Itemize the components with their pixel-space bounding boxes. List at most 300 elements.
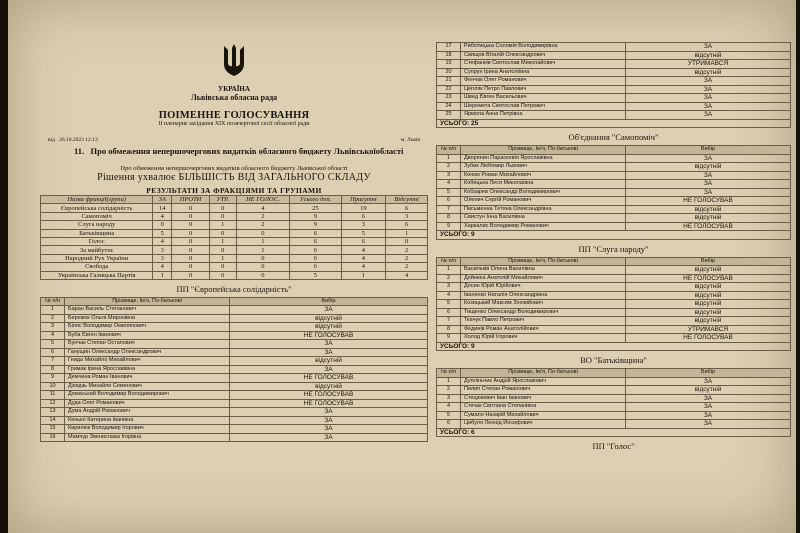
member-number: 2 bbox=[437, 163, 461, 172]
member-vote: УТРИМАВСЯ bbox=[626, 325, 791, 334]
faction-name: Самопоміч bbox=[41, 212, 153, 220]
results-cell: 0 bbox=[236, 254, 290, 262]
member-vote: НЕ ГОЛОСУВАВ bbox=[626, 334, 791, 343]
results-title: РЕЗУЛЬТАТИ ЗА ФРАКЦІЯМИ ТА ГРУПАМИ bbox=[146, 186, 322, 195]
results-cell: 1 bbox=[341, 271, 386, 279]
table-row bbox=[437, 180, 791, 189]
member-vote: ЗА bbox=[230, 340, 428, 349]
vote-col-header: Вибір bbox=[626, 257, 791, 266]
table-row bbox=[437, 317, 791, 326]
results-row bbox=[41, 229, 428, 237]
results-col-header: НЕ ГОЛОС. bbox=[236, 196, 290, 204]
member-name: Буба Євген Іванович bbox=[65, 331, 230, 340]
item-title: Про обмеження непершочергових видатків обласного бюджету Львівськоїобласті bbox=[90, 146, 404, 156]
member-number: 6 bbox=[437, 197, 461, 206]
results-cell: 1 bbox=[210, 254, 236, 262]
results-cell: 6 bbox=[290, 229, 341, 237]
member-name: Кобецька Леся Миколаївна bbox=[461, 180, 626, 189]
results-cell: 3 bbox=[386, 212, 428, 220]
member-name: Дуда Олег Романович bbox=[65, 399, 230, 408]
total-row bbox=[437, 428, 791, 437]
table-row bbox=[41, 340, 428, 349]
member-name: Дворянин Парaскевія Ярославівна bbox=[461, 154, 626, 163]
table-row bbox=[437, 85, 791, 94]
member-vote: відсутній bbox=[626, 68, 791, 77]
table-row bbox=[437, 394, 791, 403]
member-name: Шереметa Святослав Петрович bbox=[461, 102, 626, 111]
results-cell: 0 bbox=[172, 229, 210, 237]
results-cell: 2 bbox=[236, 212, 290, 220]
member-vote: НЕ ГОЛОСУВАВ bbox=[230, 374, 428, 383]
member-name: Домаський Володимир Володимирович bbox=[65, 391, 230, 400]
faction-total: УСЬОГО: 6 bbox=[437, 428, 791, 437]
member-name: Стецюкевич Іван Іванович bbox=[461, 394, 626, 403]
member-name: Ганущин Олександр Олександрович bbox=[65, 348, 230, 357]
vote-col-header: Вибір bbox=[626, 146, 791, 155]
results-cell: 14 bbox=[153, 204, 172, 212]
faction-name: Голос bbox=[41, 237, 153, 245]
member-number: 21 bbox=[437, 77, 461, 86]
member-vote: відсутній bbox=[626, 266, 791, 275]
member-number: 9 bbox=[41, 374, 65, 383]
right-column bbox=[436, 42, 791, 454]
member-name: Олеnич Сергій Романович bbox=[461, 197, 626, 206]
results-cell: 4 bbox=[341, 263, 386, 271]
member-number: 24 bbox=[437, 102, 461, 111]
member-number: 6 bbox=[41, 348, 65, 357]
member-number: 1 bbox=[437, 154, 461, 163]
member-name: Цибуля Леонід Йосифович bbox=[461, 420, 626, 429]
member-vote: ЗА bbox=[626, 180, 791, 189]
results-col-header: Відсутні bbox=[386, 196, 428, 204]
member-name: Мамчур Звенислава Ігорівна bbox=[65, 433, 230, 442]
member-number: 5 bbox=[437, 411, 461, 420]
results-row bbox=[41, 246, 428, 254]
table-row bbox=[437, 214, 791, 223]
results-cell: 5 bbox=[153, 229, 172, 237]
faction-title: ПП "Європейська солідарність" bbox=[176, 283, 292, 294]
total-row bbox=[437, 342, 791, 351]
member-number: 3 bbox=[437, 394, 461, 403]
results-cell: 1 bbox=[236, 237, 290, 245]
total-row bbox=[437, 119, 791, 128]
results-cell: 19 bbox=[341, 204, 386, 212]
member-vote: відсутній bbox=[230, 323, 428, 332]
member-name: Ярмола Анна Петрівна bbox=[461, 111, 626, 120]
member-number: 9 bbox=[437, 334, 461, 343]
member-name: Козицький Максим Зіновійович bbox=[461, 300, 626, 309]
results-row bbox=[41, 254, 428, 262]
table-row bbox=[437, 308, 791, 317]
member-number: 16 bbox=[41, 433, 65, 442]
member-number: 8 bbox=[41, 365, 65, 374]
member-vote: відсутній bbox=[626, 300, 791, 309]
results-col-header: ПРОТИ bbox=[172, 196, 210, 204]
faction-vote-table bbox=[436, 42, 791, 128]
member-name: Васильків Олена Василівна bbox=[461, 266, 626, 275]
item-number: 11. bbox=[74, 146, 85, 156]
decision-rule: Рішення ухвалює БІЛЬШІСТЬ ВІД ЗАГАЛЬНОГО СКЛАДУ bbox=[97, 172, 371, 183]
member-number: 7 bbox=[437, 317, 461, 326]
member-name: Риботицька Соломія Володимирівна bbox=[461, 43, 626, 52]
member-number: 4 bbox=[41, 331, 65, 340]
results-col-header: Назва фракції(групи) bbox=[41, 196, 153, 204]
member-number: 4 bbox=[437, 291, 461, 300]
faction-title: Об'єднання "Самопоміч" bbox=[568, 132, 659, 142]
member-name: Гнида Михайло Михайлович bbox=[65, 357, 230, 366]
total-row bbox=[437, 231, 791, 240]
member-name: Фединів Роман Анатолійович bbox=[461, 325, 626, 334]
member-number: 3 bbox=[437, 171, 461, 180]
member-number: 5 bbox=[41, 340, 65, 349]
results-cell: 6 bbox=[290, 237, 341, 245]
member-number: 14 bbox=[41, 416, 65, 425]
vote-col-header: Прізвище, Ім'я, По-батькові bbox=[461, 257, 626, 266]
member-vote: ЗА bbox=[626, 85, 791, 94]
date-line bbox=[40, 137, 428, 143]
table-row bbox=[437, 420, 791, 429]
results-cell: 9 bbox=[290, 221, 341, 229]
table-row bbox=[41, 323, 428, 332]
results-col-header: Присутні bbox=[341, 196, 386, 204]
results-cell: 0 bbox=[172, 221, 210, 229]
member-vote: відсутній bbox=[626, 214, 791, 223]
item-description: Про обмеження непершочергових видатків обласного бюджету Львівської області bbox=[120, 165, 348, 172]
trident-emblem-icon bbox=[219, 42, 249, 80]
member-name: Супрун Ірина Анатоліївна bbox=[461, 68, 626, 77]
table-row bbox=[437, 102, 791, 111]
member-number: 15 bbox=[41, 425, 65, 434]
table-row bbox=[437, 197, 791, 206]
results-cell: 0 bbox=[172, 263, 210, 271]
table-row bbox=[437, 205, 791, 214]
member-vote: ЗА bbox=[230, 365, 428, 374]
table-row bbox=[41, 331, 428, 340]
faction-total: УСЬОГО: 9 bbox=[437, 231, 791, 240]
vote-col-header: Вибір bbox=[230, 297, 428, 306]
table-row bbox=[437, 111, 791, 120]
faction-total: УСЬОГО: 9 bbox=[437, 342, 791, 351]
member-vote: відсутній bbox=[626, 205, 791, 214]
member-vote: ЗА bbox=[626, 154, 791, 163]
table-row bbox=[41, 425, 428, 434]
member-name: Пилип Степан Романович bbox=[461, 386, 626, 395]
faction-name: Народний Рух України bbox=[41, 254, 153, 262]
member-number: 12 bbox=[41, 399, 65, 408]
member-vote: НЕ ГОЛОСУВАВ bbox=[230, 391, 428, 400]
city-label: м. Львів bbox=[400, 137, 420, 143]
table-row bbox=[437, 300, 791, 309]
member-number: 1 bbox=[437, 377, 461, 386]
date-prefix: від bbox=[48, 137, 55, 143]
results-cell: 0 bbox=[386, 237, 428, 245]
results-cell: 0 bbox=[172, 204, 210, 212]
member-number: 5 bbox=[437, 188, 461, 197]
table-row bbox=[437, 274, 791, 283]
faction-title: ВО "Батьківщина" bbox=[580, 355, 647, 365]
member-vote: ЗА bbox=[626, 377, 791, 386]
faction-vote-table bbox=[436, 257, 791, 352]
member-vote: НЕ ГОЛОСУВАВ bbox=[230, 399, 428, 408]
vote-col-header: № п/п bbox=[437, 369, 461, 378]
results-cell: 0 bbox=[210, 263, 236, 271]
member-name: Кобзарев Олександр Володимирович bbox=[461, 188, 626, 197]
member-vote: ЗА bbox=[626, 420, 791, 429]
results-cell: 2 bbox=[236, 221, 290, 229]
table-row bbox=[41, 357, 428, 366]
member-vote: ЗА bbox=[230, 306, 428, 315]
faction-name: Батьківщина bbox=[41, 229, 153, 237]
council-name: Львівська обласна рада bbox=[190, 93, 278, 102]
member-name: Досин Юрій Юрійович bbox=[461, 283, 626, 292]
table-row bbox=[437, 325, 791, 334]
table-row bbox=[437, 222, 791, 231]
member-vote: відсутній bbox=[626, 283, 791, 292]
table-row bbox=[437, 377, 791, 386]
table-row bbox=[41, 374, 428, 383]
member-vote: відсутній bbox=[626, 51, 791, 60]
member-vote: ЗА bbox=[230, 348, 428, 357]
results-cell: 6 bbox=[290, 263, 341, 271]
faction-name: Свобода bbox=[41, 263, 153, 271]
table-row bbox=[41, 314, 428, 323]
member-vote: ЗА bbox=[626, 111, 791, 120]
member-number: 10 bbox=[41, 382, 65, 391]
faction-name: Європейська солідарність bbox=[41, 204, 153, 212]
results-cell: 4 bbox=[341, 246, 386, 254]
table-row bbox=[437, 77, 791, 86]
vote-col-header: Прізвище, Ім'я, По-батькові bbox=[461, 369, 626, 378]
vote-header-row bbox=[437, 146, 791, 155]
member-number: 19 bbox=[437, 60, 461, 69]
member-number: 4 bbox=[437, 180, 461, 189]
results-cell: 0 bbox=[153, 221, 172, 229]
faction-vote-table bbox=[436, 368, 791, 437]
table-row bbox=[437, 386, 791, 395]
member-vote: ЗА bbox=[626, 171, 791, 180]
member-name: Швед Євген Васильович bbox=[461, 94, 626, 103]
member-number: 9 bbox=[437, 222, 461, 231]
member-name: Дейнека Анатолій Михайлович bbox=[461, 274, 626, 283]
results-cell: 4 bbox=[153, 237, 172, 245]
results-cell: 3 bbox=[153, 254, 172, 262]
results-cell: 1 bbox=[210, 237, 236, 245]
member-name: Письменна Тетяна Олександрівна bbox=[461, 205, 626, 214]
table-row bbox=[437, 291, 791, 300]
member-vote: ЗА bbox=[626, 43, 791, 52]
member-vote: відсутній bbox=[626, 163, 791, 172]
table-row bbox=[41, 365, 428, 374]
member-number: 22 bbox=[437, 85, 461, 94]
table-row bbox=[437, 68, 791, 77]
vote-date: 26.10.2023 12:13 bbox=[59, 137, 98, 143]
member-number: 6 bbox=[437, 420, 461, 429]
table-row bbox=[437, 403, 791, 412]
member-vote: відсутній bbox=[626, 386, 791, 395]
results-cell: 0 bbox=[172, 271, 210, 279]
document-title: ПОІМЕННЕ ГОЛОСУВАННЯ bbox=[158, 110, 310, 121]
table-row bbox=[437, 154, 791, 163]
faction-title: ПП "Слуга народу" bbox=[578, 243, 649, 254]
member-number: 13 bbox=[41, 408, 65, 417]
results-cell: 6 bbox=[386, 221, 428, 229]
results-cell: 25 bbox=[290, 204, 341, 212]
vote-col-header: № п/п bbox=[437, 257, 461, 266]
results-cell: 0 bbox=[172, 246, 210, 254]
vote-header-row bbox=[41, 297, 428, 306]
results-row bbox=[41, 212, 428, 220]
vote-header-row bbox=[437, 369, 791, 378]
results-cell: 4 bbox=[341, 254, 386, 262]
member-vote: відсутній bbox=[626, 291, 791, 300]
results-cell: 4 bbox=[386, 271, 428, 279]
member-name: Бунчак Степан Остапович bbox=[65, 340, 230, 349]
table-row bbox=[437, 283, 791, 292]
member-number: 8 bbox=[437, 325, 461, 334]
left-column bbox=[40, 42, 428, 442]
results-cell: 4 bbox=[153, 263, 172, 271]
member-name: Свистун Інна Василівна bbox=[461, 214, 626, 223]
faction-name: Слуга народу bbox=[41, 221, 153, 229]
member-name: Березюк Ольга Миронівна bbox=[65, 314, 230, 323]
table-row bbox=[437, 334, 791, 343]
member-name: Кирилюк Володимир Ігорович bbox=[65, 425, 230, 434]
member-vote: ЗА bbox=[626, 188, 791, 197]
member-number: 5 bbox=[437, 300, 461, 309]
table-row bbox=[437, 266, 791, 275]
member-vote: ЗА bbox=[230, 408, 428, 417]
results-cell: 0 bbox=[210, 212, 236, 220]
member-number: 23 bbox=[437, 94, 461, 103]
member-number: 20 bbox=[437, 68, 461, 77]
results-table bbox=[40, 195, 428, 280]
results-cell: 5 bbox=[341, 229, 386, 237]
member-number: 2 bbox=[41, 314, 65, 323]
member-name: Тищенко Олександр Володимирович bbox=[461, 308, 626, 317]
table-row bbox=[437, 188, 791, 197]
member-number: 7 bbox=[437, 205, 461, 214]
table-row bbox=[437, 411, 791, 420]
agenda-item bbox=[40, 146, 428, 157]
results-col-header: ЗА bbox=[153, 196, 172, 204]
member-name: Біляс Володимир Омелянович bbox=[65, 323, 230, 332]
member-name: Свищов Віталій Олександрович bbox=[461, 51, 626, 60]
vote-col-header: Прізвище, Ім'я, По-батькові bbox=[461, 146, 626, 155]
member-vote: ЗА bbox=[626, 77, 791, 86]
member-name: Іваненко Наталія Олександрівна bbox=[461, 291, 626, 300]
results-cell: 1 bbox=[210, 221, 236, 229]
member-vote: ЗА bbox=[230, 416, 428, 425]
member-vote: ЗА bbox=[230, 425, 428, 434]
member-vote: УТРИМАВСЯ bbox=[626, 60, 791, 69]
member-number: 11 bbox=[41, 391, 65, 400]
member-vote: відсутній bbox=[230, 382, 428, 391]
results-cell: 6 bbox=[341, 212, 386, 220]
member-vote: відсутній bbox=[626, 317, 791, 326]
table-row bbox=[437, 43, 791, 52]
table-row bbox=[437, 163, 791, 172]
member-vote: НЕ ГОЛОСУВАВ bbox=[626, 274, 791, 283]
member-vote: ЗА bbox=[626, 403, 791, 412]
document-header bbox=[40, 42, 428, 127]
member-vote: відсутній bbox=[230, 314, 428, 323]
member-name: Баран Василь Степанович bbox=[65, 306, 230, 315]
table-row bbox=[41, 416, 428, 425]
faction-total: УСЬОГО: 25 bbox=[437, 119, 791, 128]
table-row bbox=[41, 408, 428, 417]
results-cell: 2 bbox=[386, 254, 428, 262]
table-row bbox=[41, 433, 428, 442]
member-vote: НЕ ГОЛОСУВАВ bbox=[230, 331, 428, 340]
results-cell: 5 bbox=[290, 271, 341, 279]
member-name: Цепляк Петро Павлович bbox=[461, 85, 626, 94]
member-name: Конюк Роман Михайлович bbox=[461, 171, 626, 180]
results-row bbox=[41, 237, 428, 245]
results-cell: 1 bbox=[236, 246, 290, 254]
member-number: 25 bbox=[437, 111, 461, 120]
results-row bbox=[41, 271, 428, 279]
member-vote: ЗА bbox=[626, 102, 791, 111]
member-name: Фенчак Олег Романович bbox=[461, 77, 626, 86]
results-cell: 0 bbox=[172, 254, 210, 262]
table-row bbox=[437, 94, 791, 103]
member-name: Гримак Ірина Ярославівна bbox=[65, 365, 230, 374]
member-name: Сумало Назарій Михайлович bbox=[461, 411, 626, 420]
vote-col-header: № п/п bbox=[41, 297, 65, 306]
results-cell: 4 bbox=[153, 212, 172, 220]
table-row bbox=[437, 51, 791, 60]
member-name: Холод Юрій Ігорович bbox=[461, 334, 626, 343]
member-name: Ткачук Павло Петрович bbox=[461, 317, 626, 326]
member-name: Демчина Роман Іванович bbox=[65, 374, 230, 383]
results-cell: 3 bbox=[153, 246, 172, 254]
table-row bbox=[437, 60, 791, 69]
results-cell: 6 bbox=[290, 246, 341, 254]
results-cell: 0 bbox=[210, 204, 236, 212]
faction-vote-table bbox=[40, 297, 428, 443]
results-cell: 4 bbox=[236, 204, 290, 212]
member-number: 2 bbox=[437, 274, 461, 283]
results-row bbox=[41, 204, 428, 212]
member-name: Дупліньчик Андрій Ярославович bbox=[461, 377, 626, 386]
member-number: 17 bbox=[437, 43, 461, 52]
table-row bbox=[41, 348, 428, 357]
results-cell: 6 bbox=[290, 254, 341, 262]
member-number: 3 bbox=[41, 323, 65, 332]
member-number: 8 bbox=[437, 214, 461, 223]
member-number: 7 bbox=[41, 357, 65, 366]
table-row bbox=[437, 171, 791, 180]
faction-title: ПП "Голос" bbox=[592, 441, 635, 451]
member-name: Дзюдзь Михайло Семенович bbox=[65, 382, 230, 391]
results-cell: 0 bbox=[210, 229, 236, 237]
vote-col-header: № п/п bbox=[437, 146, 461, 155]
results-cell: 0 bbox=[236, 271, 290, 279]
table-row bbox=[41, 391, 428, 400]
member-name: Кенько Катерина Іванівна bbox=[65, 416, 230, 425]
member-name: Стечак Світлана Степанівна bbox=[461, 403, 626, 412]
faction-vote-table bbox=[436, 145, 791, 240]
results-cell: 2 bbox=[386, 246, 428, 254]
member-number: 3 bbox=[437, 283, 461, 292]
member-number: 1 bbox=[41, 306, 65, 315]
results-row bbox=[41, 263, 428, 271]
results-cell: 6 bbox=[341, 237, 386, 245]
results-cell: 0 bbox=[236, 263, 290, 271]
member-number: 18 bbox=[437, 51, 461, 60]
member-name: Харкалис Володимир Романович bbox=[461, 222, 626, 231]
table-row bbox=[41, 382, 428, 391]
